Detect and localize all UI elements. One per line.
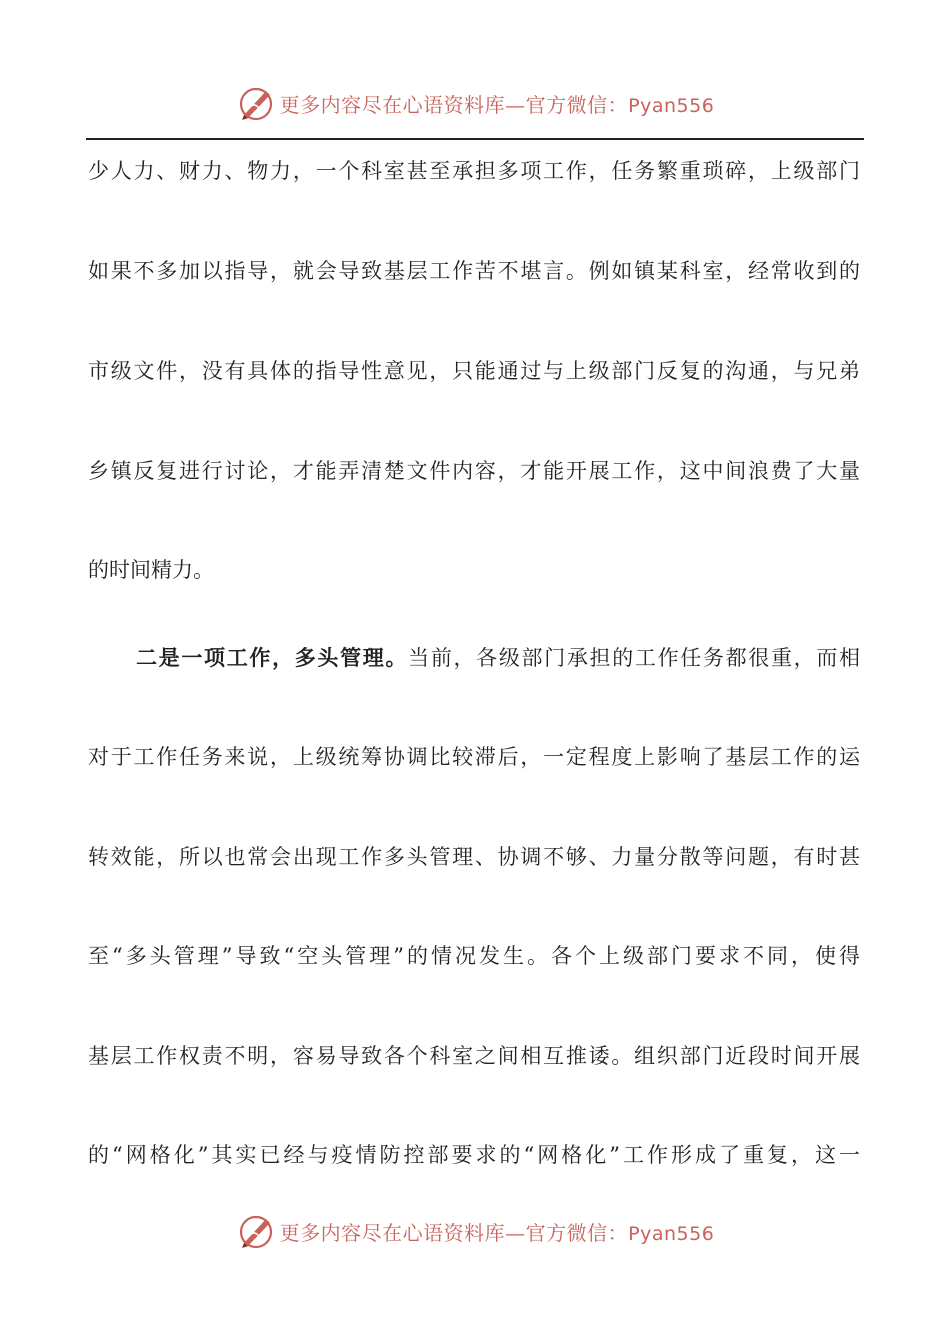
body-line: 对于工作任务来说，上级统筹协调比较滞后，一定程度上影响了基层工作的运 — [88, 745, 860, 769]
body-line: 的时间精力。 — [88, 558, 214, 582]
body-line: 转效能，所以也常会出现工作多头管理、协调不够、力量分散等问题，有时甚 — [88, 845, 860, 869]
footer-brand — [0, 1206, 950, 1256]
paragraph-lead-line — [136, 643, 860, 673]
body-line: 如果不多加以指导，就会导致基层工作苦不堪言。例如镇某科室，经常收到的 — [88, 259, 860, 283]
paragraph-lead-text: 当前，各级部门承担的工作任务都很重，而相 — [408, 646, 860, 670]
header-divider — [86, 138, 864, 140]
body-line: 至“多头管理”导致“空头管理”的情况发生。各个上级部门要求不同，使得 — [88, 944, 860, 968]
body-line: 乡镇反复进行讨论，才能弄清楚文件内容，才能开展工作，这中间浪费了大量 — [88, 459, 860, 483]
body-line: 市级文件，没有具体的指导性意见，只能通过与上级部门反复的沟通，与兄弟 — [88, 359, 860, 383]
footer-brand-text — [280, 1217, 715, 1246]
brand-name: 更多内容尽在心语资料库—官方微信： — [279, 92, 629, 117]
brand-name: 更多内容尽在心语资料库—官方微信： — [279, 1220, 629, 1245]
header-brand — [0, 78, 950, 128]
wechat-id: Pyan556 — [628, 1222, 715, 1245]
body-line: 基层工作权责不明，容易导致各个科室之间相互推诿。组织部门近段时间开展 — [88, 1044, 860, 1068]
pen-writing-icon — [236, 83, 276, 123]
wechat-id: Pyan556 — [628, 94, 715, 117]
header-brand-text — [280, 89, 715, 118]
pen-writing-icon — [236, 1211, 276, 1251]
body-line: 的“网格化”其实已经与疫情防控部要求的“网格化”工作形成了重复，这一 — [88, 1143, 860, 1167]
paragraph-heading: 二是一项工作，多头管理。 — [136, 645, 409, 670]
body-line: 少人力、财力、物力，一个科室甚至承担多项工作，任务繁重琐碎，上级部门 — [88, 159, 860, 183]
